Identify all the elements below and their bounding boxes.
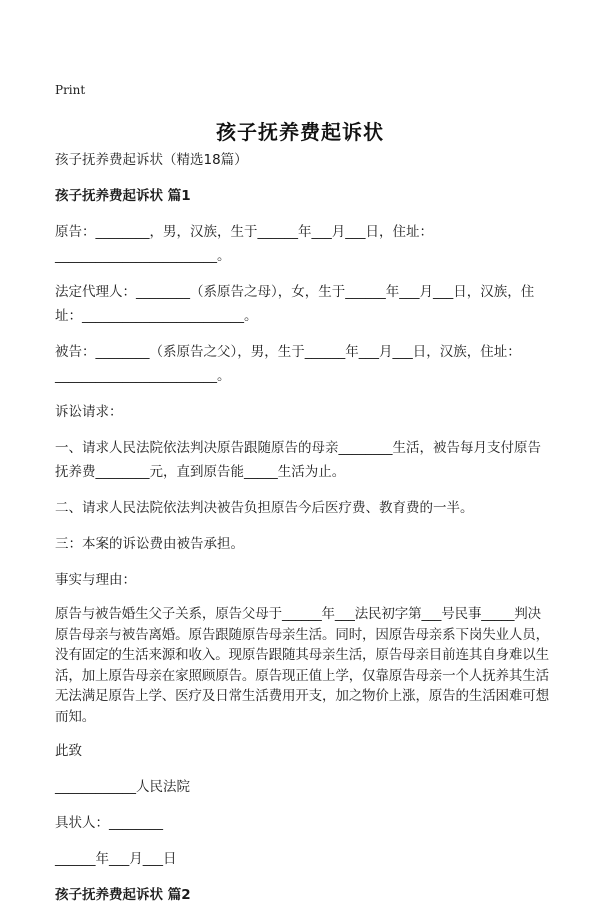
document-body: [55, 148, 550, 919]
facts-body: 原告与被告婚生父子关系，原告父母于______年___法民初字第___号民事_____判决原告母亲与被告离婚。原告跟随原告母亲生活。同时，因原告母亲系下岗失业人员，没有固定的生活来源和收入。现原告跟随其母亲生活，原告母亲目前连其自身难以生活，加上原告母亲在家照顾原告。原告现正值上学，仅靠原告母亲一个人抚养其生活无法满足原告上学、医疗及日常生活费用开支，加之物价上涨，原告的生活困难可想而知。: [55, 606, 549, 725]
claims-heading: 诉讼请求：: [55, 404, 123, 420]
date-line: ______年___月___日: [55, 851, 177, 867]
page-title: 孩子抚养费起诉状: [216, 120, 384, 144]
claim-item-1: 一、请求人民法院依法判决原告跟随原告的母亲________生活，被告每月支付原告抚养费________元，直到原告能_____生活为止。: [55, 440, 541, 480]
signer-line: 具状人：________: [55, 815, 163, 831]
claim-item-3: 三：本案的诉讼费由被告承担。: [55, 536, 244, 552]
closing-salutation: 此致: [55, 743, 82, 759]
subtitle: 孩子抚养费起诉状（精选18篇）: [55, 152, 248, 168]
court-line: ____________人民法院: [55, 779, 190, 795]
legal-agent-line: 法定代理人：________（系原告之母），女，生于______年___月___日，汉族，住址：________________________。: [55, 284, 535, 324]
article-2-heading: 孩子抚养费起诉状 篇2: [55, 887, 191, 903]
facts-heading: 事实与理由：: [55, 572, 136, 588]
article-1-heading: 孩子抚养费起诉状 篇1: [55, 188, 191, 204]
print-link[interactable]: Print: [55, 83, 86, 97]
claim-item-2: 二、请求人民法院依法判决被告负担原告今后医疗费、教育费的一半。: [55, 500, 474, 516]
defendant-line: 被告：________（系原告之父），男，生于______年___月___日，汉族，住址：________________________。: [55, 344, 521, 384]
plaintiff-line: 原告：________，男，汉族，生于______年___月___日，住址：________________________。: [55, 224, 433, 264]
